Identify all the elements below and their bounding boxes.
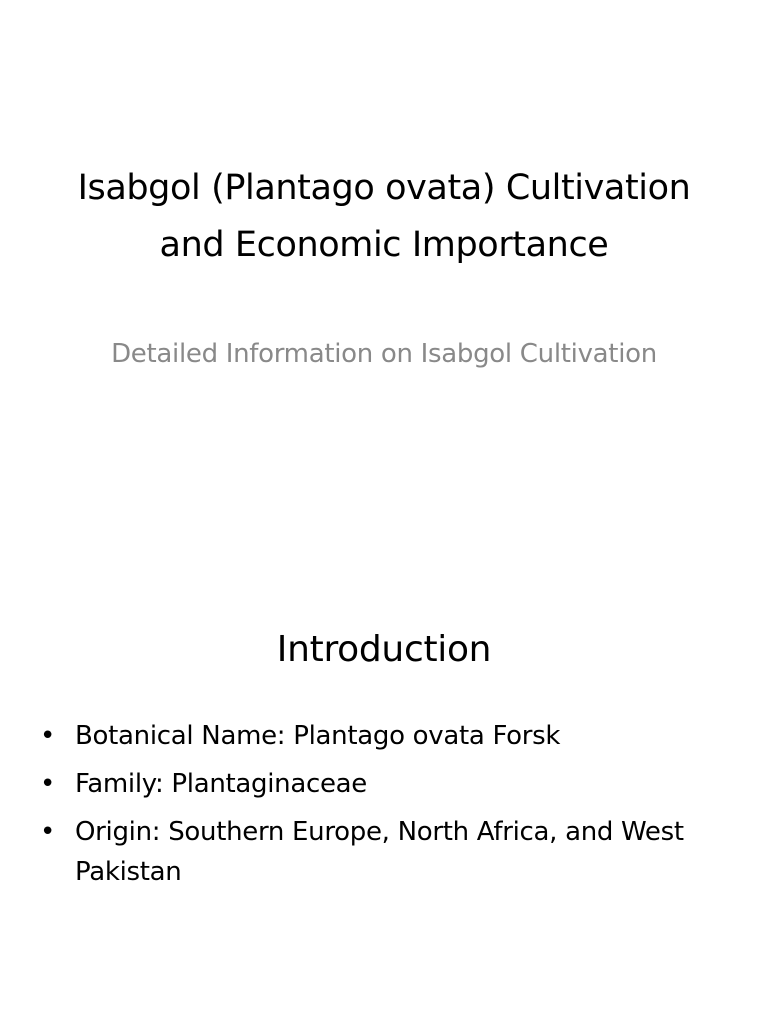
- slide-subtitle: Detailed Information on Isabgol Cultivation: [111, 339, 657, 369]
- bullet-text: Botanical Name: Plantago ovata Forsk: [75, 721, 561, 751]
- introduction-slide: [0, 520, 768, 1024]
- bullet-item-origin: [40, 812, 700, 892]
- bullet-text: Origin: Southern Europe, North Africa, and West Pakistan: [75, 817, 684, 887]
- introduction-heading: Introduction: [276, 629, 492, 670]
- introduction-bullet-list: [40, 716, 700, 900]
- bullet-item-botanical-name: [40, 716, 700, 756]
- bullet-item-family: [40, 764, 700, 804]
- bullet-icon: •: [40, 769, 56, 799]
- bullet-icon: •: [40, 721, 56, 751]
- bullet-icon: •: [40, 817, 56, 847]
- bullet-text: Family: Plantaginaceae: [75, 769, 367, 799]
- slide-title: Isabgol (Plantago ovata) Cultivation and Economic Importance: [77, 168, 691, 265]
